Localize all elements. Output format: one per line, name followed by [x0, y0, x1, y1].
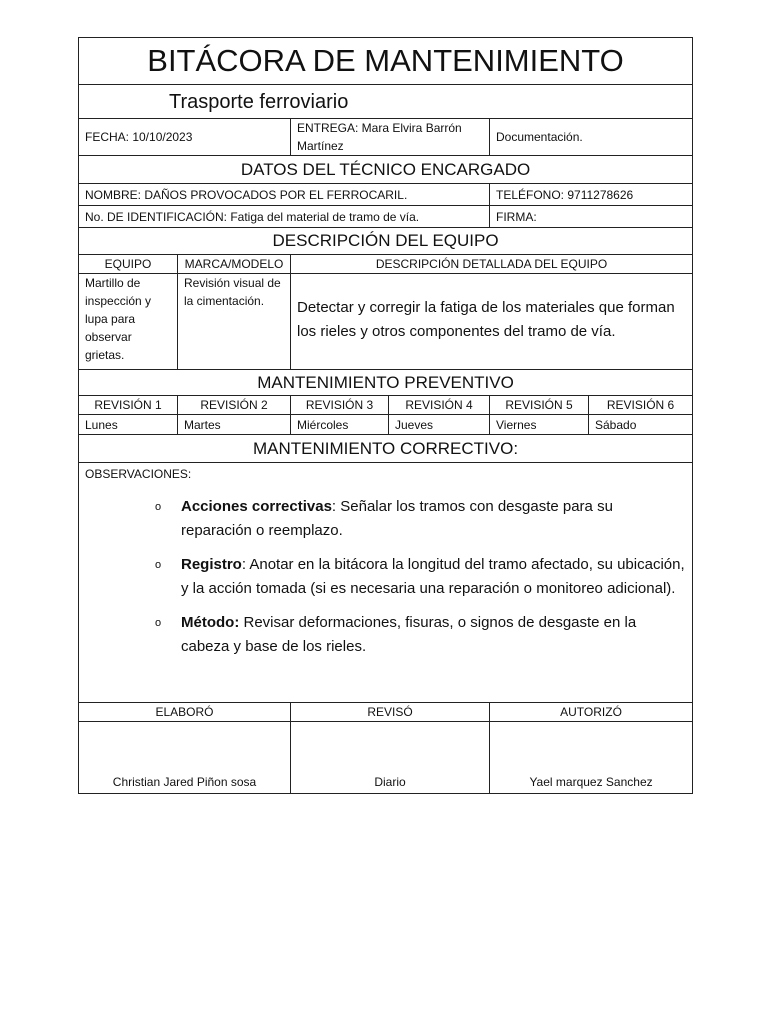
observaciones-list — [85, 495, 686, 659]
documentacion-field: Documentación. — [490, 119, 693, 156]
circle-bullet-icon: o — [155, 559, 162, 571]
item-term: Método: — [181, 614, 240, 631]
item-term: Registro — [181, 556, 242, 573]
item-term: Acciones correctivas — [181, 498, 332, 515]
list-item — [153, 611, 686, 659]
log-table — [78, 37, 693, 794]
section-heading-correctivo: MANTENIMIENTO CORRECTIVO: — [79, 435, 693, 463]
column-header-descripcion: DESCRIPCIÓN DETALLADA DEL EQUIPO — [291, 255, 693, 274]
item-text: : Señalar los tramos con desgaste para su reparación o reemplazo. — [181, 498, 613, 539]
circle-bullet-icon: o — [155, 617, 162, 629]
revision-day: Miércoles — [291, 415, 389, 435]
revision-day: Sábado — [589, 415, 693, 435]
column-header-marca: MARCA/MODELO — [178, 255, 291, 274]
section-heading-preventivo: MANTENIMIENTO PREVENTIVO — [79, 370, 693, 396]
revision-header: REVISIÓN 5 — [490, 396, 589, 415]
fecha-field: FECHA: 10/10/2023 — [79, 119, 291, 156]
identificacion-field: No. DE IDENTIFICACIÓN: Fatiga del material de tramo de vía. — [79, 206, 490, 228]
revision-header: REVISIÓN 3 — [291, 396, 389, 415]
firma-field: FIRMA: — [490, 206, 693, 228]
marca-value: Revisión visual de la cimentación. — [178, 274, 291, 370]
circle-bullet-icon: o — [155, 501, 162, 513]
section-heading-equipo: DESCRIPCIÓN DEL EQUIPO — [79, 228, 693, 255]
revision-day: Viernes — [490, 415, 589, 435]
descripcion-value: Detectar y corregir la fatiga de los materiales que forman los rieles y otros componentes del tramo de vía. — [291, 274, 693, 370]
entrega-field: ENTREGA: Mara Elvira Barrón Martínez — [291, 119, 490, 156]
column-header-equipo: EQUIPO — [79, 255, 178, 274]
equipo-value: Martillo de inspección y lupa para observar grietas. — [79, 274, 178, 370]
telefono-field: TELÉFONO: 9711278626 — [490, 184, 693, 206]
revision-header: REVISIÓN 6 — [589, 396, 693, 415]
list-item — [153, 495, 686, 543]
revision-header: REVISIÓN 2 — [178, 396, 291, 415]
reviso-name: Diario — [291, 722, 490, 794]
maintenance-log-sheet — [78, 37, 692, 794]
document-subtitle: Trasporte ferroviario — [79, 85, 693, 119]
revision-day: Martes — [178, 415, 291, 435]
revision-header: REVISIÓN 4 — [389, 396, 490, 415]
reviso-label: REVISÓ — [291, 703, 490, 722]
revision-day: Jueves — [389, 415, 490, 435]
observaciones-cell — [79, 463, 693, 703]
autorizo-label: AUTORIZÓ — [490, 703, 693, 722]
observaciones-label: OBSERVACIONES: — [85, 467, 192, 481]
item-text: : Anotar en la bitácora la longitud del tramo afectado, su ubicación, y la acción tomada (si es necesaria una reparación o monitoreo adicional). — [181, 556, 685, 597]
item-text: Revisar deformaciones, fisuras, o signos de desgaste en la cabeza y base de los rieles. — [181, 614, 637, 655]
section-heading-tecnico: DATOS DEL TÉCNICO ENCARGADO — [79, 156, 693, 184]
list-item — [153, 553, 686, 601]
document-title: BITÁCORA DE MANTENIMIENTO — [79, 38, 693, 85]
elaboro-label: ELABORÓ — [79, 703, 291, 722]
autorizo-name: Yael marquez Sanchez — [490, 722, 693, 794]
nombre-field: NOMBRE: DAÑOS PROVOCADOS POR EL FERROCARIL. — [79, 184, 490, 206]
revision-header: REVISIÓN 1 — [79, 396, 178, 415]
revision-day: Lunes — [79, 415, 178, 435]
elaboro-name: Christian Jared Piñon sosa — [79, 722, 291, 794]
